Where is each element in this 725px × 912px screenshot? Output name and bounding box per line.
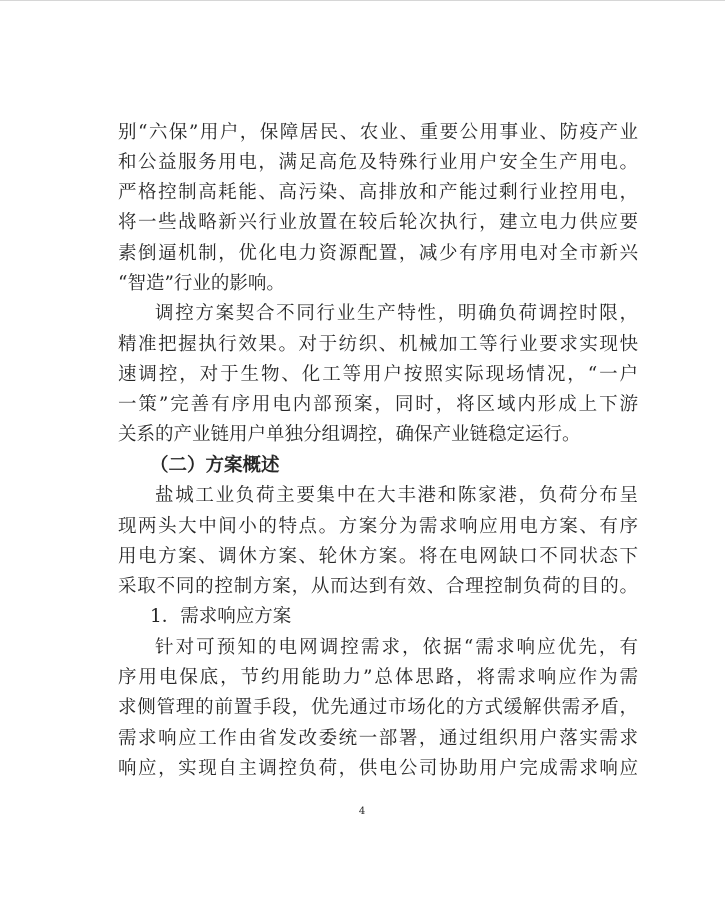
body-line: 用电方案、调休方案、轮休方案。将在电网缺口不同状态下 bbox=[118, 546, 638, 567]
body-line: 速调控，对于生物、化工等用户按照实际现场情况，“一户 bbox=[118, 364, 638, 385]
body-line: 响应，实现自主调控负荷，供电公司协助用户完成需求响应 bbox=[118, 758, 638, 779]
subsection-heading: 1．需求响应方案 bbox=[150, 606, 292, 627]
body-line: “智造”行业的影响。 bbox=[118, 273, 285, 294]
body-line: 精准把握执行效果。对于纺织、机械加工等行业要求实现快 bbox=[118, 334, 638, 355]
body-line: 现两头大中间小的特点。方案分为需求响应用电方案、有序 bbox=[118, 516, 638, 537]
body-line: 一策”完善有序用电内部预案，同时，将区域内形成上下游 bbox=[118, 394, 638, 415]
body-line: 将一些战略新兴行业放置在较后轮次执行，建立电力供应要 bbox=[118, 212, 638, 233]
body-line: 严格控制高耗能、高污染、高排放和产能过剩行业控用电， bbox=[118, 182, 638, 203]
paragraph-first-line: 盐城工业负荷主要集中在大丰港和陈家港，负荷分布呈 bbox=[155, 485, 638, 506]
paragraph-first-line: 调控方案契合不同行业生产特性，明确负荷调控时限， bbox=[155, 303, 638, 324]
body-line: 采取不同的控制方案，从而达到有效、合理控制负荷的目的。 bbox=[118, 576, 638, 597]
section-heading: （二）方案概述 bbox=[150, 455, 280, 476]
body-line: 序用电保底，节约用能助力”总体思路，将需求响应作为需 bbox=[118, 667, 638, 688]
body-line: 别“六保”用户，保障居民、农业、重要公用事业、防疫产业 bbox=[118, 122, 638, 143]
body-line: 和公益服务用电，满足高危及特殊行业用户安全生产用电。 bbox=[118, 152, 638, 173]
top-border bbox=[0, 0, 725, 1]
page-number: 4 bbox=[358, 806, 366, 817]
body-line: 素倒逼机制，优化电力资源配置，减少有序用电对全市新兴 bbox=[118, 243, 638, 264]
body-line: 求侧管理的前置手段，优先通过市场化的方式缓解供需矛盾， bbox=[118, 697, 638, 718]
body-line: 关系的产业链用户单独分组调控，确保产业链稳定运行。 bbox=[118, 424, 581, 445]
paragraph-first-line: 针对可预知的电网调控需求，依据“需求响应优先，有 bbox=[155, 637, 638, 658]
body-line: 需求响应工作由省发改委统一部署，通过组织用户落实需求 bbox=[118, 728, 638, 749]
